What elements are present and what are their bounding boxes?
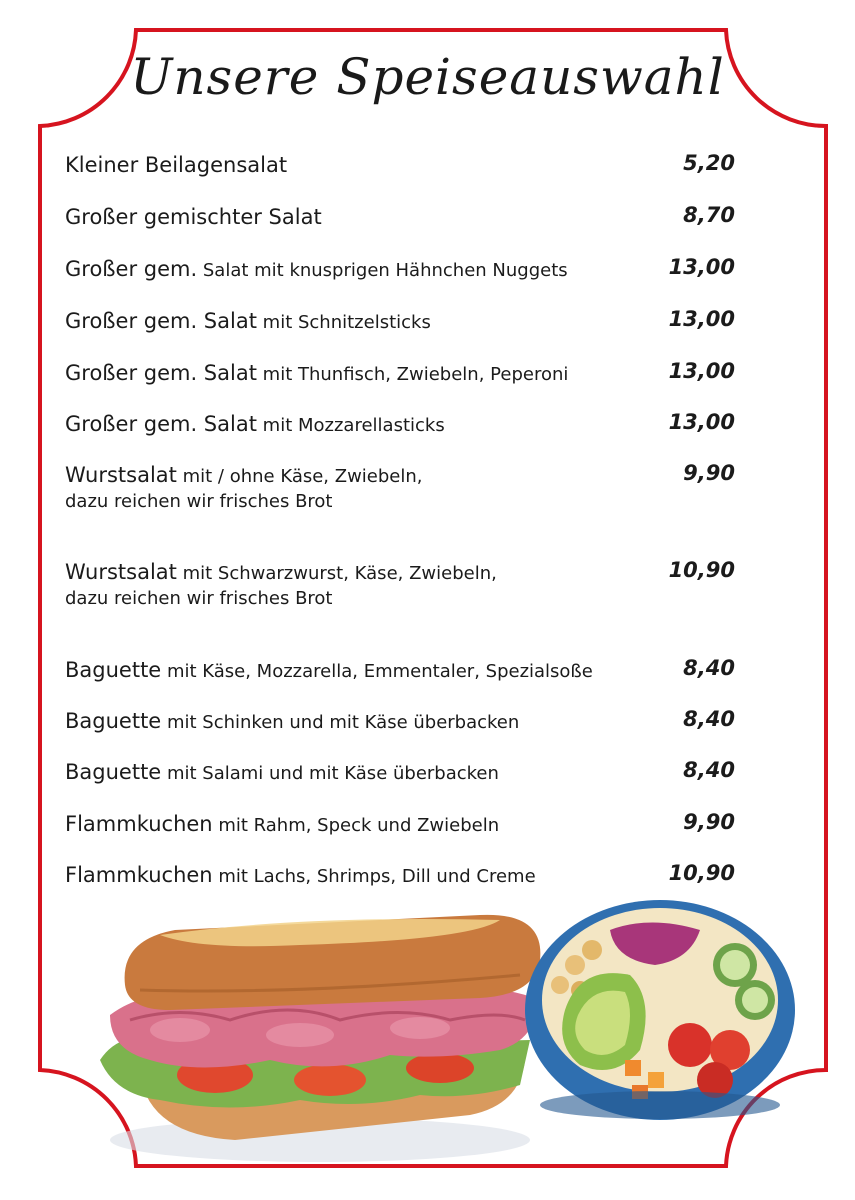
item-price: 9,90 — [683, 461, 735, 485]
item-price: 13,00 — [668, 255, 735, 279]
item-name: Flammkuchen — [65, 812, 213, 836]
item-detail: mit Käse, Mozzarella, Emmentaler, Spezialsoße — [161, 661, 593, 682]
item-name: Baguette — [65, 658, 162, 682]
item-detail: mit Schnitzelsticks — [256, 312, 431, 333]
item-subline: dazu reichen wir frisches Brot — [65, 491, 333, 512]
item-detail: mit Lachs, Shrimps, Dill und Creme — [212, 866, 536, 887]
item-detail: Salat mit knusprigen Hähnchen Nuggets — [197, 260, 568, 281]
item-name: Flammkuchen — [65, 863, 213, 887]
item-price: 13,00 — [668, 359, 735, 383]
item-price: 8,40 — [683, 656, 735, 680]
item-detail: mit Salami und mit Käse überbacken — [161, 763, 499, 784]
item-name: Wurstsalat — [65, 463, 177, 487]
item-subline: dazu reichen wir frisches Brot — [65, 588, 333, 609]
item-detail: mit Schwarzwurst, Käse, Zwiebeln, — [176, 563, 497, 584]
item-detail: mit Thunfisch, Zwiebeln, Peperoni — [256, 364, 569, 385]
menu-title: Unsere Speiseauswahl — [130, 48, 725, 106]
item-name: Baguette — [65, 709, 162, 733]
item-price: 10,90 — [668, 861, 735, 885]
item-price: 13,00 — [668, 410, 735, 434]
item-name: Wurstsalat — [65, 560, 177, 584]
item-name: Kleiner Beilagensalat — [65, 153, 288, 177]
item-detail: mit Mozzarellasticks — [256, 415, 445, 436]
item-name: Großer gem. — [65, 257, 198, 281]
item-name: Großer gemischter Salat — [65, 205, 322, 229]
item-price: 8,40 — [683, 758, 735, 782]
item-name: Großer gem. Salat — [65, 361, 257, 385]
item-detail: mit Rahm, Speck und Zwiebeln — [212, 815, 500, 836]
item-price: 8,70 — [683, 203, 735, 227]
item-price: 10,90 — [668, 558, 735, 582]
item-price: 8,40 — [683, 707, 735, 731]
item-name: Großer gem. Salat — [65, 412, 257, 436]
item-name: Großer gem. Salat — [65, 309, 257, 333]
item-price: 13,00 — [668, 307, 735, 331]
item-detail: mit Schinken und mit Käse überbacken — [161, 712, 520, 733]
item-price: 5,20 — [683, 151, 735, 175]
item-detail: mit / ohne Käse, Zwiebeln, — [176, 466, 423, 487]
item-name: Baguette — [65, 760, 162, 784]
item-price: 9,90 — [683, 810, 735, 834]
